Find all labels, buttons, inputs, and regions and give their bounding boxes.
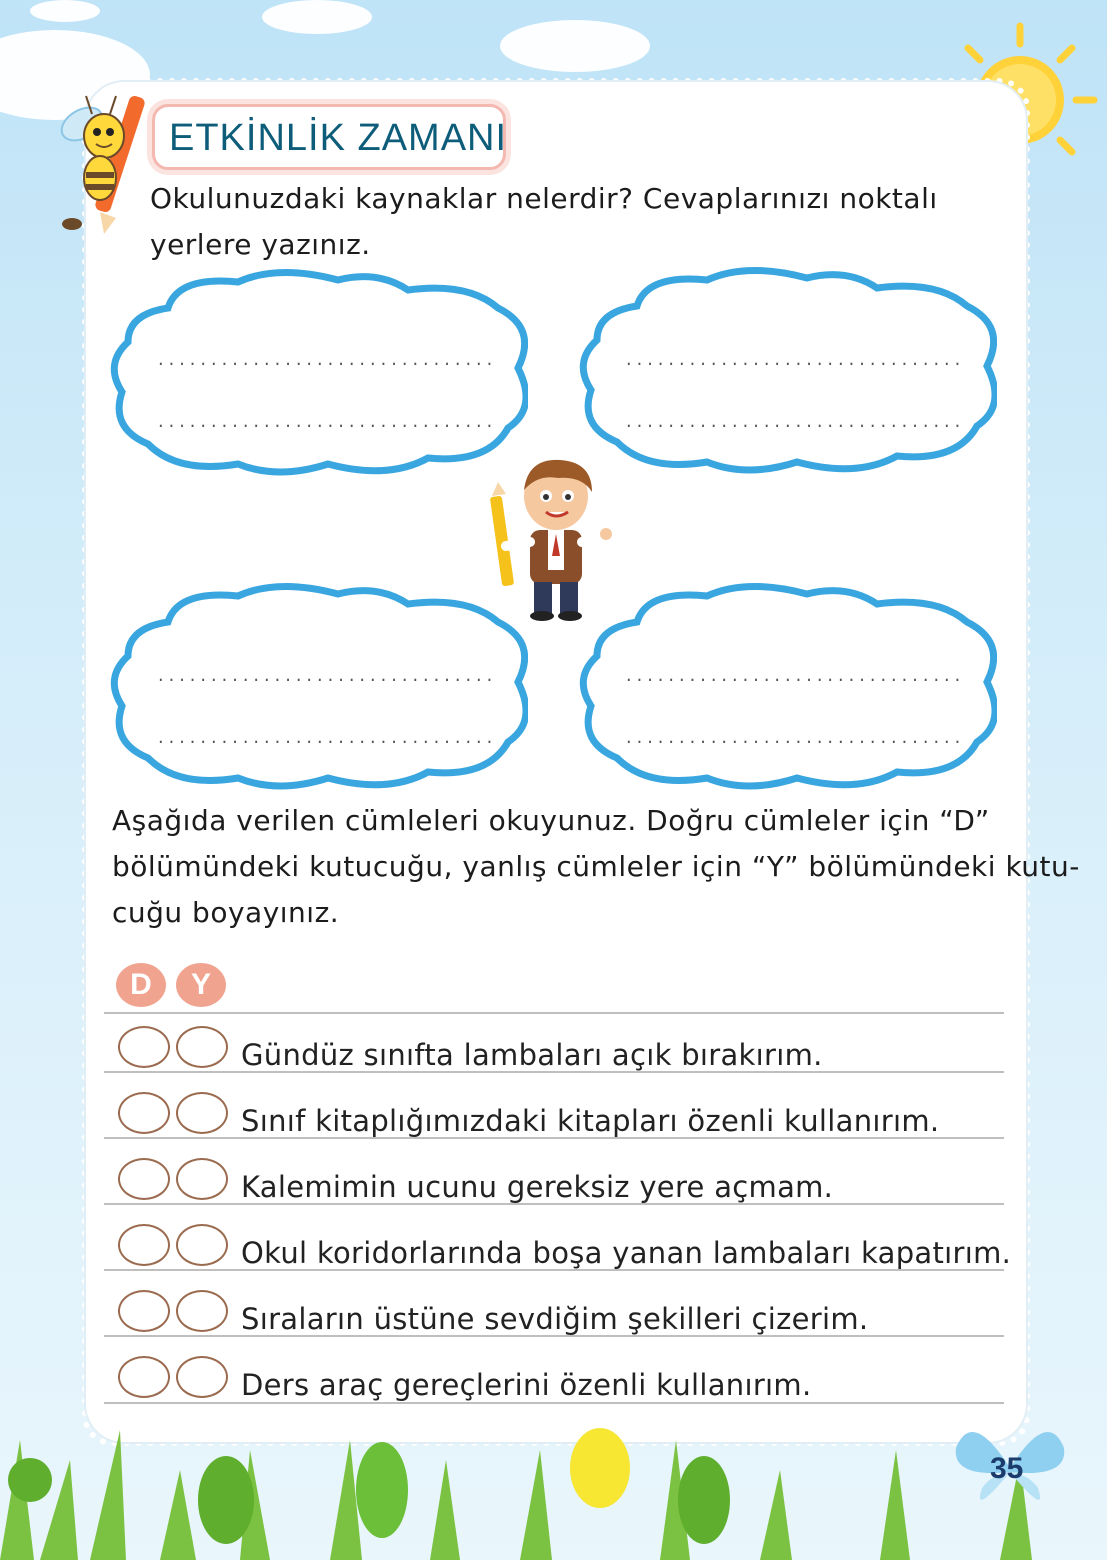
true-answer-oval[interactable] bbox=[118, 1290, 170, 1332]
true-answer-oval[interactable] bbox=[118, 1092, 170, 1134]
instruction-2-line-2: bölümündeki kutucuğu, yanlış cümleler için “Y” bölümündeki kutu- bbox=[112, 850, 1080, 883]
statement-row bbox=[114, 1086, 1004, 1146]
background-cloud bbox=[500, 20, 650, 72]
statement-text: Sıraların üstüne sevdiğim şekilleri çizerim. bbox=[241, 1302, 869, 1336]
false-answer-oval[interactable] bbox=[176, 1224, 228, 1266]
statement-text: Gündüz sınıfta lambaları açık bırakırım. bbox=[241, 1038, 823, 1072]
answer-blank[interactable]: ................................ bbox=[624, 730, 964, 748]
true-answer-oval[interactable] bbox=[118, 1224, 170, 1266]
answer-blank[interactable]: ................................ bbox=[624, 414, 964, 432]
page-number: 35 bbox=[990, 1452, 1024, 1485]
statement-text: Ders araç gereçlerini özenli kullanırım. bbox=[241, 1368, 812, 1402]
statement-row bbox=[114, 1020, 1004, 1080]
false-column-badge: Y bbox=[176, 963, 226, 1007]
statement-text: Kalemimin ucunu gereksiz yere açmam. bbox=[241, 1170, 834, 1204]
true-answer-oval[interactable] bbox=[118, 1158, 170, 1200]
activity-title-box bbox=[152, 104, 506, 170]
statement-row bbox=[114, 1284, 1004, 1344]
instruction-2-line-3: cuğu boyayınız. bbox=[112, 896, 340, 929]
statement-row bbox=[114, 1218, 1012, 1278]
instruction-1 bbox=[150, 176, 938, 268]
answer-blank[interactable]: ................................ bbox=[156, 414, 496, 432]
instruction-2 bbox=[112, 798, 1080, 936]
answer-blank[interactable]: ................................ bbox=[624, 668, 964, 686]
row-divider bbox=[104, 1012, 1004, 1014]
instruction-2-line-1: Aşağıda verilen cümleleri okuyunuz. Doğru cümleler için “D” bbox=[112, 804, 990, 837]
statement-text: Okul koridorlarında boşa yanan lambaları kapatırım. bbox=[241, 1236, 1012, 1270]
true-answer-oval[interactable] bbox=[118, 1026, 170, 1068]
background-cloud bbox=[30, 0, 100, 22]
answer-cloud-3 bbox=[108, 582, 528, 792]
grass-and-tulips-decoration bbox=[0, 1380, 1107, 1560]
instruction-1-line-2: yerlere yazınız. bbox=[150, 228, 371, 261]
background-cloud bbox=[262, 0, 372, 34]
answer-blank[interactable]: ................................ bbox=[156, 352, 496, 370]
answer-cloud-2 bbox=[577, 266, 997, 476]
statement-text: Sınıf kitaplığımızdaki kitapları özenli kullanırım. bbox=[241, 1104, 940, 1138]
answer-blank[interactable]: ................................ bbox=[156, 730, 496, 748]
false-answer-oval[interactable] bbox=[176, 1158, 228, 1200]
answer-cloud-4 bbox=[577, 582, 997, 792]
answer-cloud-1 bbox=[108, 268, 528, 478]
false-answer-oval[interactable] bbox=[176, 1092, 228, 1134]
boy-with-pencil-illustration bbox=[488, 456, 614, 622]
answer-blank[interactable]: ................................ bbox=[156, 668, 496, 686]
bee-mascot-icon bbox=[52, 84, 162, 254]
false-answer-oval[interactable] bbox=[176, 1290, 228, 1332]
true-column-badge: D bbox=[116, 963, 166, 1007]
false-answer-oval[interactable] bbox=[176, 1026, 228, 1068]
activity-title: ETKİNLİK ZAMANI bbox=[169, 117, 508, 159]
answer-blank[interactable]: ................................ bbox=[624, 352, 964, 370]
statement-row bbox=[114, 1152, 1004, 1212]
instruction-1-line-1: Okulunuzdaki kaynaklar nelerdir? Cevaplarınızı noktalı bbox=[150, 182, 938, 215]
